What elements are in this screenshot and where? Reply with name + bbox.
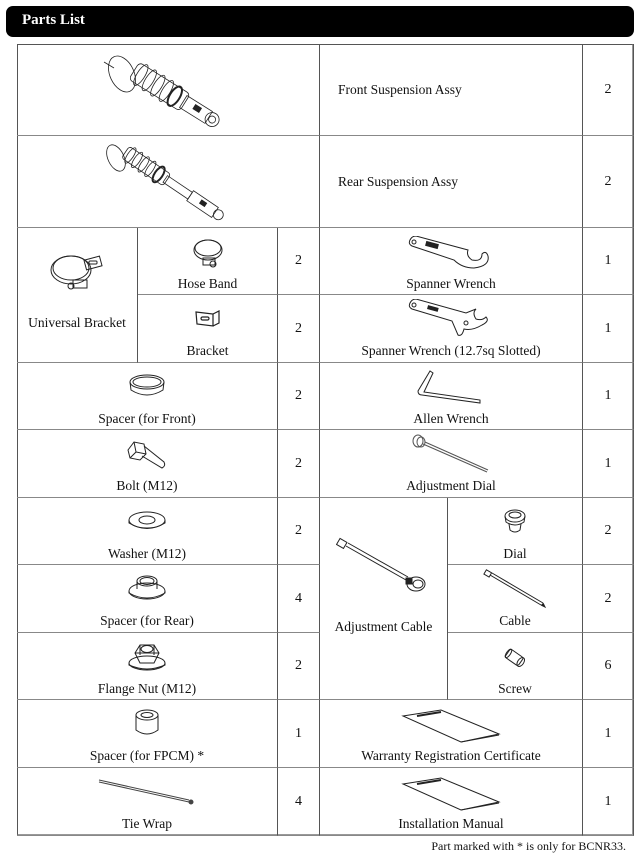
part-label: Rear Suspension Assy <box>338 173 459 189</box>
part-qty: 4 <box>295 590 302 606</box>
part-label: Spacer (for Front) <box>98 411 196 426</box>
part-qty: 1 <box>604 320 612 336</box>
part-label: Bolt (M12) <box>116 478 178 493</box>
part-qty: 1 <box>604 455 612 471</box>
qty-cell <box>583 295 634 363</box>
table-row <box>17 633 278 700</box>
fpcm-spacer-icon <box>134 708 160 738</box>
spanner-wrench-icon <box>406 236 496 272</box>
part-label: Dial <box>503 546 527 561</box>
table-row <box>17 498 278 565</box>
table-row <box>320 363 583 430</box>
table-row <box>17 565 278 633</box>
part-label: Spanner Wrench (12.7sq Slotted) <box>361 343 541 358</box>
qty-cell <box>278 295 320 363</box>
table-row <box>320 295 583 363</box>
part-label: Screw <box>498 681 532 696</box>
qty-cell <box>583 44 634 136</box>
qty-cell <box>278 430 320 498</box>
flange-nut-icon <box>126 641 168 673</box>
qty-cell <box>583 228 634 295</box>
washer-icon <box>126 510 168 534</box>
qty-cell <box>278 363 320 430</box>
allen-wrench-icon <box>416 369 486 407</box>
bolt-icon <box>126 440 168 472</box>
table-row <box>448 498 583 565</box>
part-qty: 1 <box>295 725 302 741</box>
table-row <box>320 700 583 768</box>
adjustment-cable-icon <box>336 536 432 596</box>
table-row <box>138 228 278 295</box>
dial-icon <box>503 508 527 536</box>
universal-bracket-icon <box>47 246 107 296</box>
qty-cell <box>583 363 634 430</box>
screw-icon <box>503 647 527 669</box>
qty-cell <box>583 700 634 768</box>
table-row <box>320 430 583 498</box>
part-label: Tie Wrap <box>121 816 173 831</box>
warranty-certificate-icon <box>401 708 501 744</box>
part-label: Warranty Registration Certificate <box>361 748 541 763</box>
table-row <box>17 136 320 228</box>
table-row <box>448 565 583 633</box>
part-label: Hose Band <box>177 276 238 291</box>
qty-cell <box>278 700 320 768</box>
part-qty: 4 <box>295 793 302 809</box>
part-label: Washer (M12) <box>107 546 186 561</box>
footnote: Part marked with * is only for BCNR33. <box>431 839 626 853</box>
part-qty: 2 <box>604 81 612 97</box>
part-label: Spacer (for Rear) <box>100 613 194 628</box>
table-row <box>17 700 278 768</box>
part-qty: 2 <box>295 658 302 673</box>
qty-cell <box>278 228 320 295</box>
part-label: Installation Manual <box>398 816 504 831</box>
part-label: Bracket <box>186 343 229 358</box>
part-qty: 2 <box>604 590 612 606</box>
table-row <box>320 44 583 136</box>
table-row <box>320 498 448 700</box>
qty-cell <box>278 633 320 700</box>
part-label: Spacer (for FPCM) * <box>89 748 205 763</box>
front-spacer-icon <box>127 373 167 401</box>
table-row <box>17 768 278 836</box>
rear-spacer-icon <box>126 573 168 603</box>
table-row <box>17 430 278 498</box>
part-qty: 2 <box>295 253 302 268</box>
table-row <box>138 295 278 363</box>
qty-cell <box>583 633 634 700</box>
qty-cell <box>278 768 320 836</box>
part-qty: 2 <box>295 320 302 336</box>
part-label: Flange Nut (M12) <box>97 681 197 696</box>
part-label: Adjustment Dial <box>406 478 496 493</box>
part-qty: 1 <box>604 388 612 403</box>
part-qty: 6 <box>604 658 612 673</box>
part-qty: 2 <box>604 523 612 538</box>
part-label: Spanner Wrench <box>406 276 496 291</box>
part-qty: 1 <box>604 725 612 741</box>
qty-cell <box>583 565 634 633</box>
table-row <box>320 228 583 295</box>
front-suspension-icon <box>98 52 238 132</box>
table-row <box>320 136 583 228</box>
part-label: Allen Wrench <box>413 411 489 426</box>
bracket-icon <box>193 309 223 329</box>
part-label: Universal Bracket <box>28 315 126 330</box>
table-row <box>448 633 583 700</box>
part-label: Front Suspension Assy <box>338 81 462 97</box>
part-qty: 2 <box>295 523 302 538</box>
part-qty: 1 <box>604 253 612 268</box>
qty-cell <box>583 498 634 565</box>
qty-cell <box>583 768 634 836</box>
rear-suspension-icon <box>98 140 238 224</box>
table-row <box>17 228 138 363</box>
table-row <box>320 768 583 836</box>
part-qty: 2 <box>295 455 302 471</box>
page-title: Parts List <box>22 12 85 28</box>
slotted-spanner-wrench-icon <box>406 299 496 339</box>
part-label: Cable <box>499 613 531 628</box>
tie-wrap-icon <box>97 776 197 806</box>
hose-band-icon <box>191 236 225 270</box>
qty-cell <box>583 430 634 498</box>
table-row <box>17 363 278 430</box>
qty-cell <box>583 136 634 228</box>
part-qty: 2 <box>604 173 612 189</box>
cable-icon <box>483 569 547 609</box>
adjustment-dial-icon <box>411 432 491 474</box>
part-qty: 2 <box>295 388 302 403</box>
table-row <box>17 44 320 136</box>
part-label: Adjustment Cable <box>334 619 433 634</box>
qty-cell <box>278 498 320 565</box>
qty-cell <box>278 565 320 633</box>
installation-manual-icon <box>401 776 501 812</box>
part-qty: 1 <box>604 793 612 809</box>
